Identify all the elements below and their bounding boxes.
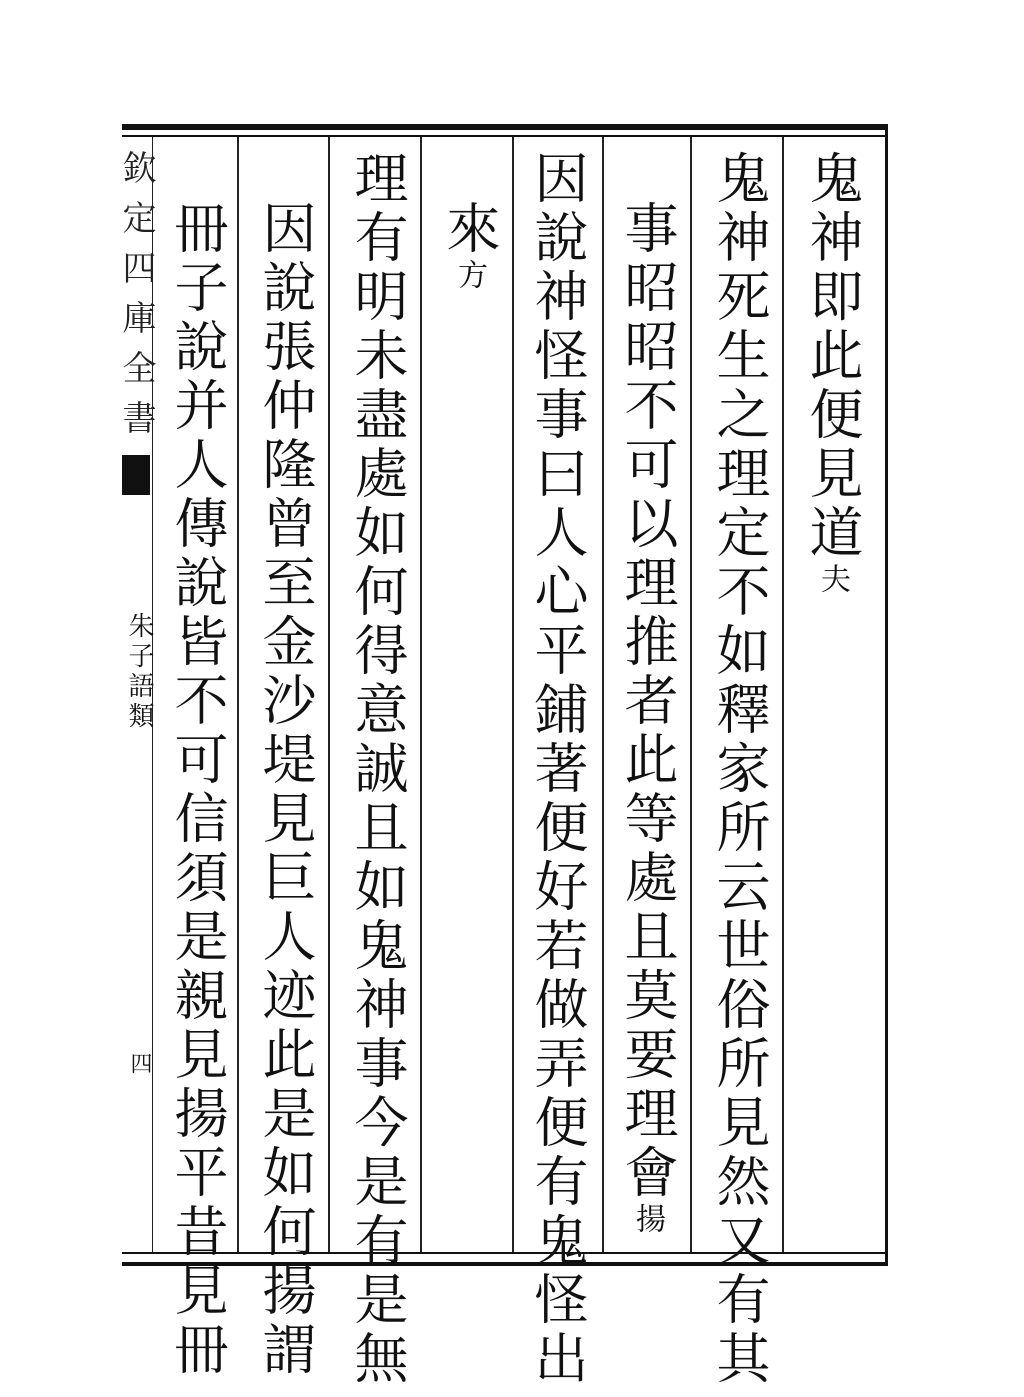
column-divider (328, 137, 330, 1252)
column-note: 方 (452, 259, 487, 291)
column-divider (512, 137, 514, 1252)
column-text: 來 (438, 200, 501, 259)
text-column-8 (162, 200, 232, 1380)
column-text: 理有明未盡處如何得意誠且如鬼神事今是有是無 (346, 150, 409, 1389)
margin-page-number: 四 (127, 1052, 152, 1074)
column-divider (602, 137, 604, 1252)
text-column-6 (342, 150, 412, 1389)
column-divider (690, 137, 692, 1252)
text-column-1 (797, 150, 867, 595)
column-text: 因說神怪事曰人心平鋪著便好若做弄便有鬼怪出 (526, 150, 589, 1389)
column-divider (237, 137, 239, 1252)
top-border-thick (122, 124, 888, 130)
column-text: 鬼神死生之理定不如釋家所云世俗所見然又有其 (708, 150, 771, 1389)
column-text: 冊子說并人傳說皆不可信須是親見揚平昔見冊 (166, 200, 229, 1380)
text-column-2 (704, 150, 774, 1389)
column-divider (420, 137, 422, 1252)
column-divider (782, 137, 784, 1252)
column-text: 鬼神即此便見道 (801, 150, 864, 563)
column-text: 因說張仲隆曾至金沙堤見巨人迹此是如何揚謂 (254, 200, 317, 1380)
text-column-7 (250, 200, 320, 1380)
fish-tail-mark (122, 455, 150, 495)
right-border (885, 124, 888, 1266)
margin-title: 欽定四庫全書 (116, 150, 156, 450)
column-note: 揚 (630, 1203, 665, 1235)
text-column-4 (522, 150, 592, 1389)
column-text: 事昭昭不可以理推者此等處且莫要理會 (616, 200, 679, 1203)
margin-book-title: 朱子語類 (124, 612, 154, 732)
text-column-3 (612, 200, 682, 1235)
text-column-5 (434, 200, 504, 291)
column-note: 夫 (815, 563, 850, 595)
